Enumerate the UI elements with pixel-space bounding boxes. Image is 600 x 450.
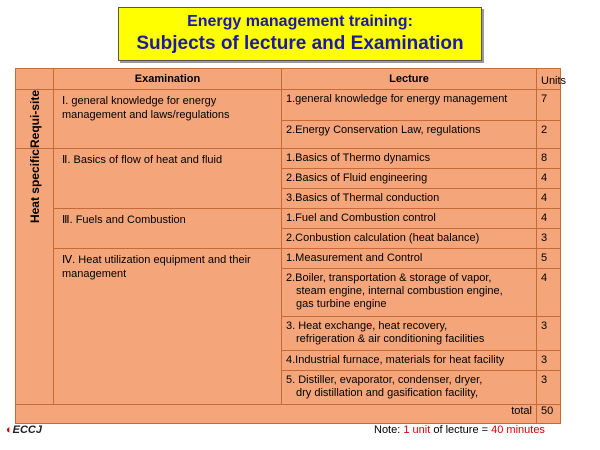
category-heat: [16, 149, 54, 405]
title-line-1: Energy management training:: [187, 13, 413, 30]
lecture-line: 2.Conbustion calculation (heat balance): [286, 232, 480, 245]
lecture-line: 3.Basics of Thermal conduction: [286, 192, 440, 205]
units-value: 3: [537, 229, 561, 249]
units-value: 4: [537, 169, 561, 189]
lecture-subject: [282, 317, 537, 351]
lecture-subject: [282, 249, 537, 269]
lecture-subject: [282, 189, 537, 209]
lecture-subject: [282, 120, 537, 148]
note-minutes: 40 minutes: [491, 424, 545, 436]
lecture-line: refrigeration & air conditioning facilities: [296, 333, 485, 346]
lecture-line: 1.general knowledge for energy management: [286, 93, 508, 105]
lecture-line: dry distillation and gasification facility,: [296, 387, 478, 400]
lecture-subject: [282, 351, 537, 371]
category-requisite: [16, 90, 54, 149]
lecture-subject: [282, 371, 537, 405]
exam-subject: Ⅱ. Basics of flow of heat and fluid: [54, 149, 282, 209]
total-value: 50: [537, 405, 561, 424]
lecture-line: 2.Boiler, transportation & storage of vapor,: [286, 272, 492, 285]
lecture-subject: [282, 209, 537, 229]
units-value: 4: [537, 269, 561, 317]
eccj-logo: [6, 424, 42, 436]
note-unit: 1 unit: [403, 424, 431, 436]
header-units: Units: [537, 69, 561, 90]
units-value: 4: [537, 209, 561, 229]
lecture-subject: [282, 169, 537, 189]
lecture-line: 1.Basics of Thermo dynamics: [286, 152, 431, 165]
lecture-line: 1.Fuel and Combustion control: [286, 212, 436, 225]
lecture-subject: [282, 269, 537, 317]
units-value: 3: [537, 317, 561, 351]
note-middle: of lecture =: [430, 424, 492, 436]
logo-mark-icon: ◐: [6, 424, 13, 436]
lecture-line: 5. Distiller, evaporator, condenser, dryer,: [286, 374, 483, 387]
lecture-line: 1.Measurement and Control: [286, 252, 423, 265]
lecture-line: steam engine, internal combustion engine,: [296, 285, 503, 298]
lecture-line: 4.Industrial furnace, materials for heat facility: [286, 354, 505, 367]
total-row: [16, 405, 561, 424]
units-value: 4: [537, 189, 561, 209]
category-requisite-label: Requi-site: [27, 90, 42, 149]
subjects-table: [15, 68, 567, 424]
units-value: 2: [537, 120, 561, 148]
units-value: 7: [537, 90, 561, 121]
note-prefix: Note:: [374, 424, 404, 436]
header-blank: [16, 69, 54, 90]
header-row: [16, 69, 561, 90]
note: [374, 424, 545, 436]
table-row: [16, 149, 561, 169]
header-examination: Examination: [54, 69, 282, 90]
lecture-subject: [282, 90, 537, 121]
units-value: 3: [537, 371, 561, 405]
title-line-2: Subjects of lecture and Examination: [136, 33, 464, 54]
lecture-line: 3. Heat exchange, heat recovery,: [286, 320, 448, 333]
units-value: 5: [537, 249, 561, 269]
units-value: 8: [537, 149, 561, 169]
lecture-subject: [282, 229, 537, 249]
lecture-subject: [282, 149, 537, 169]
total-label: total: [16, 405, 537, 424]
lecture-line: gas turbine engine: [296, 298, 387, 311]
units-value: 3: [537, 351, 561, 371]
exam-subject: Ⅰ. general knowledge for energy management and laws/regulations: [54, 90, 282, 149]
logo-text: ECCJ: [12, 424, 42, 436]
header-lecture: Lecture: [282, 69, 537, 90]
exam-subject: Ⅳ. Heat utilization equipment and their management: [54, 249, 282, 405]
lecture-line: 2.Energy Conservation Law, regulations: [286, 123, 481, 136]
table-row: [16, 209, 561, 229]
lecture-line: 2.Basics of Fluid engineering: [286, 172, 428, 185]
table-row: [16, 90, 561, 121]
title-box: [118, 7, 482, 61]
category-heat-label: Heat specific: [27, 149, 42, 224]
exam-subject: Ⅲ. Fuels and Combustion: [54, 209, 282, 249]
table-row: [16, 249, 561, 269]
